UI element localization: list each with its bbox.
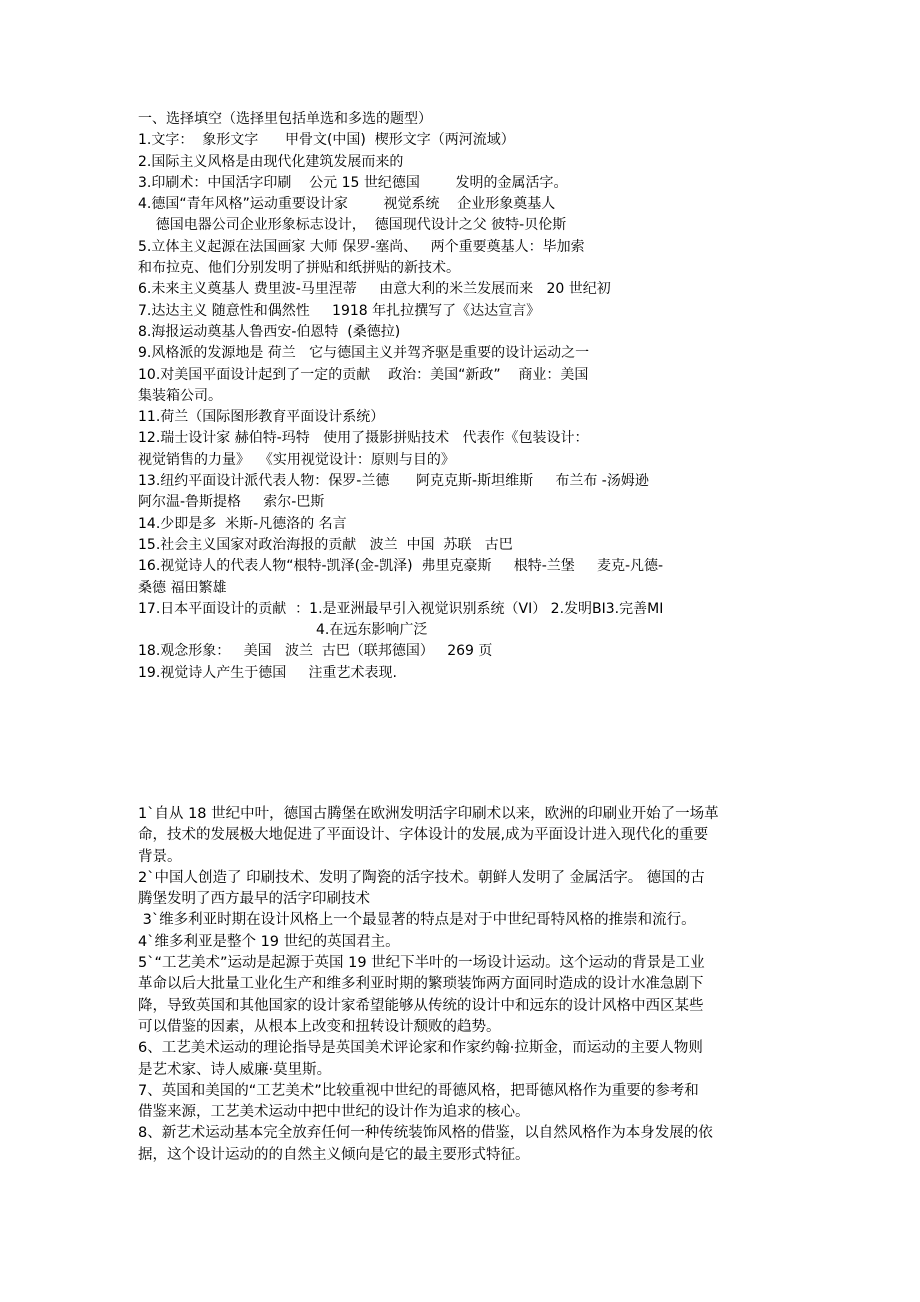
paragraph-line: 可以借鉴的因素，从根本上改变和扭转设计颓败的趋势。 [138,1018,501,1035]
fill-in-questions-section [138,109,818,684]
text-line: 集装箱公司。 [138,387,222,404]
paragraph-line: 降，导致英国和其他国家的设计家希望能够从传统的设计中和远东的设计风格中西区某些 [138,997,704,1014]
paragraph-line: 1`自从 18 世纪中叶，德国古腾堡在欧洲发明活字印刷术以来，欧洲的印刷业开始了一场革 [138,806,719,822]
text-line: 和布拉克、他们分别发明了拼贴和纸拼贴的新技术。 [138,260,460,277]
text-line: 2.国际主义风格是由现代化建筑发展而来的 [138,153,404,170]
paragraph-line: 据，这个设计运动的的自然主义倾向是它的最主要形式特征。 [138,1146,530,1163]
paragraph-line: 6、工艺美术运动的理论指导是英国美术评论家和作家约翰·拉斯金，而运动的主要人物则 [138,1040,703,1057]
paragraph-line: 7、英国和美国的“工艺美术”比较重视中世纪的哥德风格，把哥德风格作为重要的参考和 [138,1082,699,1099]
paragraph-line: 是艺术家、诗人威廉·莫里斯。 [138,1061,332,1078]
text-line: 10.对美国平面设计起到了一定的贡献 政治：美国“新政” 商业：美国 [138,366,589,383]
text-line: 17.日本平面设计的贡献 ：1.是亚洲最早引入视觉识别系统（VI） 2.发明BI3.完善MI [138,600,664,617]
text-line: 12.瑞士设计家 赫伯特-玛特 使用了摄影拼贴技术 代表作《包装设计： [138,430,589,447]
text-line: 18.观念形象： 美国 波兰 古巴（联邦德国） 269 页 [138,643,493,660]
text-line: 3.印刷术：中国活字印刷 公元 15 世纪德国 发明的金属活字。 [138,174,568,191]
text-line: 11.荷兰（国际图形教育平面设计系统） [138,409,385,426]
text-line: 4.在远东影响广泛 [138,622,428,639]
text-line: 14.少即是多 米斯-凡德洛的 名言 [138,515,347,532]
text-line: 7.达达主义 随意性和偶然性 1918 年扎拉撰写了《达达宣言》 [138,302,541,319]
paragraph-line: 3`维多利亚时期在设计风格上一个最显著的特点是对于中世纪哥特风格的推崇和流行。 [138,912,696,929]
paragraph-line: 4`维多利亚是整个 19 世纪的英国君主。 [138,933,400,950]
paragraph-line: 5`“工艺美术”运动是起源于英国 19 世纪下半叶的一场设计运动。这个运动的背景是工业 [138,955,705,972]
text-line: 桑德 福田繁雄 [138,579,227,596]
paragraph-line: 革命以后大批量工业化生产和维多利亚时期的繁琐装饰两方面同时造成的设计水准急剧下 [138,976,704,993]
text-line: 8.海报运动奠基人鲁西安-伯恩特 (桑德拉) [138,323,401,340]
text-line: 1.文字： 象形文字 甲骨文(中国) 楔形文字（两河流域） [138,132,515,149]
text-line: 阿尔温-鲁斯提格 索尔-巴斯 [138,494,325,511]
text-line: 4.德国“青年风格”运动重要设计家 视觉系统 企业形象奠基人 [138,196,556,213]
paragraph-line: 8、新艺术运动基本完全放弃任何一种传统装饰风格的借鉴，以自然风格作为本身发展的依 [138,1125,713,1142]
paragraph-line: 背景。 [138,848,182,865]
text-line: 16.视觉诗人的代表人物“根特-凯泽(金-凯泽) 弗里克豪斯 根特-兰堡 麦克-凡德- [138,558,664,575]
text-line: 6.未来主义奠基人 费里波-马里涅蒂 由意大利的米兰发展而来 20 世纪初 [138,281,611,298]
paragraph-line: 2`中国人创造了 印刷技术、发明了陶瓷的活字技术。朝鲜人发明了 金属活字。 德国的古 [138,869,705,886]
text-line: 德国电器公司企业形象标志设计， 德国现代设计之父 彼特-贝伦斯 [138,217,567,234]
text-line: 9.风格派的发源地是 荷兰 它与德国主义并驾齐驱是重要的设计运动之一 [138,345,590,362]
notes-section [138,804,788,1166]
text-line: 视觉销售的力量》 《实用视觉设计：原则与目的》 [138,451,455,468]
text-line: 19.视觉诗人产生于德国 注重艺术表现. [138,664,397,681]
paragraph-line: 借鉴来源，工艺美术运动中把中世纪的设计作为追求的核心。 [138,1104,530,1121]
text-line: 15.社会主义国家对政治海报的贡献 波兰 中国 苏联 古巴 [138,536,513,553]
paragraph-line: 腾堡发明了西方最早的活字印刷技术 [138,891,370,908]
text-line: 5.立体主义起源在法国画家 大师 保罗-塞尚、 两个重要奠基人：毕加索 [138,238,585,255]
text-line: 13.纽约平面设计派代表人物：保罗-兰德 阿克克斯-斯坦维斯 布兰布 -汤姆逊 [138,473,649,490]
text-line: 一、选择填空（选择里包括单选和多选的题型） [138,111,432,127]
paragraph-line: 命，技术的发展极大地促进了平面设计、字体设计的发展,成为平面设计进入现代化的重要 [138,827,709,844]
